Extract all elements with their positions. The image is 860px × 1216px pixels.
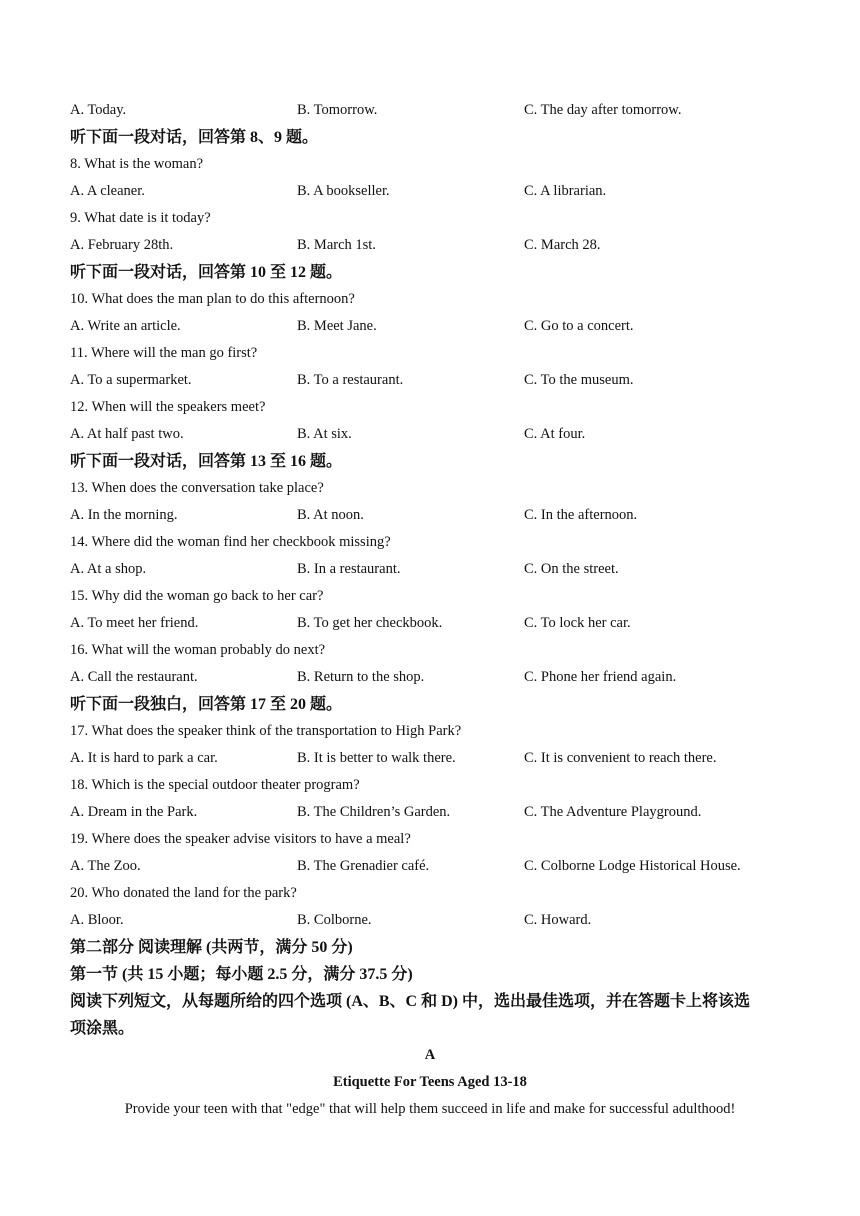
option-a: A. Dream in the Park.: [70, 804, 198, 820]
option-b: B. The Grenadier café.: [297, 858, 430, 874]
option-a: A. The Zoo.: [70, 858, 141, 874]
q12-options: [70, 421, 790, 448]
option-c: C. The day after tomorrow.: [524, 102, 682, 118]
option-c: C. March 28.: [524, 237, 601, 253]
option-a: A. At half past two.: [70, 426, 184, 442]
section-heading-17-20: 听下面一段独白，回答第 17 至 20 题。: [70, 696, 343, 713]
option-c: C. To lock her car.: [524, 615, 631, 631]
option-a: A. To meet her friend.: [70, 615, 199, 631]
q9-options: [70, 232, 790, 259]
question-11: 11. Where will the man go first?: [70, 345, 258, 361]
passage-intro: Provide your teen with that "edge" that will help them succeed in life and make for successful adulthood!: [124, 1101, 736, 1117]
question-20: 20. Who donated the land for the park?: [70, 885, 297, 901]
option-a: A. A cleaner.: [70, 183, 145, 199]
question-8: 8. What is the woman?: [70, 156, 204, 172]
q19-options: [70, 853, 790, 880]
reading-instruction: 阅读下列短文，从每题所给的四个选项 (A、B、C 和 D) 中，选出最佳选项，并在答题卡上将该选项涂黑。: [70, 993, 750, 1037]
option-c: C. Phone her friend again.: [524, 669, 677, 685]
option-b: B. It is better to walk there.: [297, 750, 456, 766]
part2-title: 第二部分 阅读理解 (共两节，满分 50 分): [70, 939, 353, 956]
q17-options: [70, 745, 790, 772]
option-a: A. It is hard to park a car.: [70, 750, 218, 766]
option-c: C. It is convenient to reach there.: [524, 750, 717, 766]
q20-options: [70, 907, 790, 934]
option-c: C. At four.: [524, 426, 586, 442]
option-c: C. Colborne Lodge Historical House.: [524, 858, 741, 874]
q16-options: [70, 664, 790, 691]
option-c: C. To the museum.: [524, 372, 634, 388]
option-b: B. To get her checkbook.: [297, 615, 443, 631]
option-a: A. February 28th.: [70, 237, 174, 253]
option-a: A. Call the restaurant.: [70, 669, 198, 685]
option-b: B. The Children’s Garden.: [297, 804, 451, 820]
q18-options: [70, 799, 790, 826]
option-c: C. A librarian.: [524, 183, 607, 199]
exam-page: [70, 97, 790, 1123]
section-heading-13-16: 听下面一段对话，回答第 13 至 16 题。: [70, 453, 343, 470]
option-b: B. At six.: [297, 426, 352, 442]
question-19: 19. Where does the speaker advise visitors to have a meal?: [70, 831, 411, 847]
question-14: 14. Where did the woman find her checkbook missing?: [70, 534, 391, 550]
q8-options: [70, 178, 790, 205]
option-c: C. The Adventure Playground.: [524, 804, 702, 820]
question-9: 9. What date is it today?: [70, 210, 211, 226]
passage-letter: A: [424, 1047, 436, 1063]
option-b: B. Colborne.: [297, 912, 372, 928]
q14-options: [70, 556, 790, 583]
option-c: C. Howard.: [524, 912, 592, 928]
option-c: C. In the afternoon.: [524, 507, 638, 523]
section-heading-10-12: 听下面一段对话，回答第 10 至 12 题。: [70, 264, 343, 281]
option-b: B. To a restaurant.: [297, 372, 404, 388]
option-a: A. Write an article.: [70, 318, 181, 334]
option-b: B. In a restaurant.: [297, 561, 401, 577]
option-a: A. Today.: [70, 102, 127, 118]
option-c: C. On the street.: [524, 561, 619, 577]
option-b: B. A bookseller.: [297, 183, 390, 199]
question-16: 16. What will the woman probably do next?: [70, 642, 326, 658]
option-b: B. Return to the shop.: [297, 669, 425, 685]
section-heading-8-9: 听下面一段对话，回答第 8、9 题。: [70, 129, 319, 146]
option-b: B. At noon.: [297, 507, 364, 523]
option-c: C. Go to a concert.: [524, 318, 634, 334]
option-a: A. In the morning.: [70, 507, 178, 523]
q7-options: [70, 97, 790, 124]
option-b: B. March 1st.: [297, 237, 376, 253]
question-10: 10. What does the man plan to do this afternoon?: [70, 291, 355, 307]
q13-options: [70, 502, 790, 529]
question-18: 18. Which is the special outdoor theater program?: [70, 777, 360, 793]
option-b: B. Tomorrow.: [297, 102, 378, 118]
question-17: 17. What does the speaker think of the transportation to High Park?: [70, 723, 462, 739]
option-a: A. At a shop.: [70, 561, 147, 577]
q10-options: [70, 313, 790, 340]
option-a: A. Bloor.: [70, 912, 124, 928]
option-a: A. To a supermarket.: [70, 372, 192, 388]
option-b: B. Meet Jane.: [297, 318, 377, 334]
q11-options: [70, 367, 790, 394]
section1-title: 第一节 (共 15 小题；每小题 2.5 分，满分 37.5 分): [70, 966, 413, 983]
question-15: 15. Why did the woman go back to her car?: [70, 588, 324, 604]
q15-options: [70, 610, 790, 637]
question-12: 12. When will the speakers meet?: [70, 399, 266, 415]
question-13: 13. When does the conversation take place?: [70, 480, 324, 496]
passage-title: Etiquette For Teens Aged 13-18: [333, 1074, 527, 1090]
